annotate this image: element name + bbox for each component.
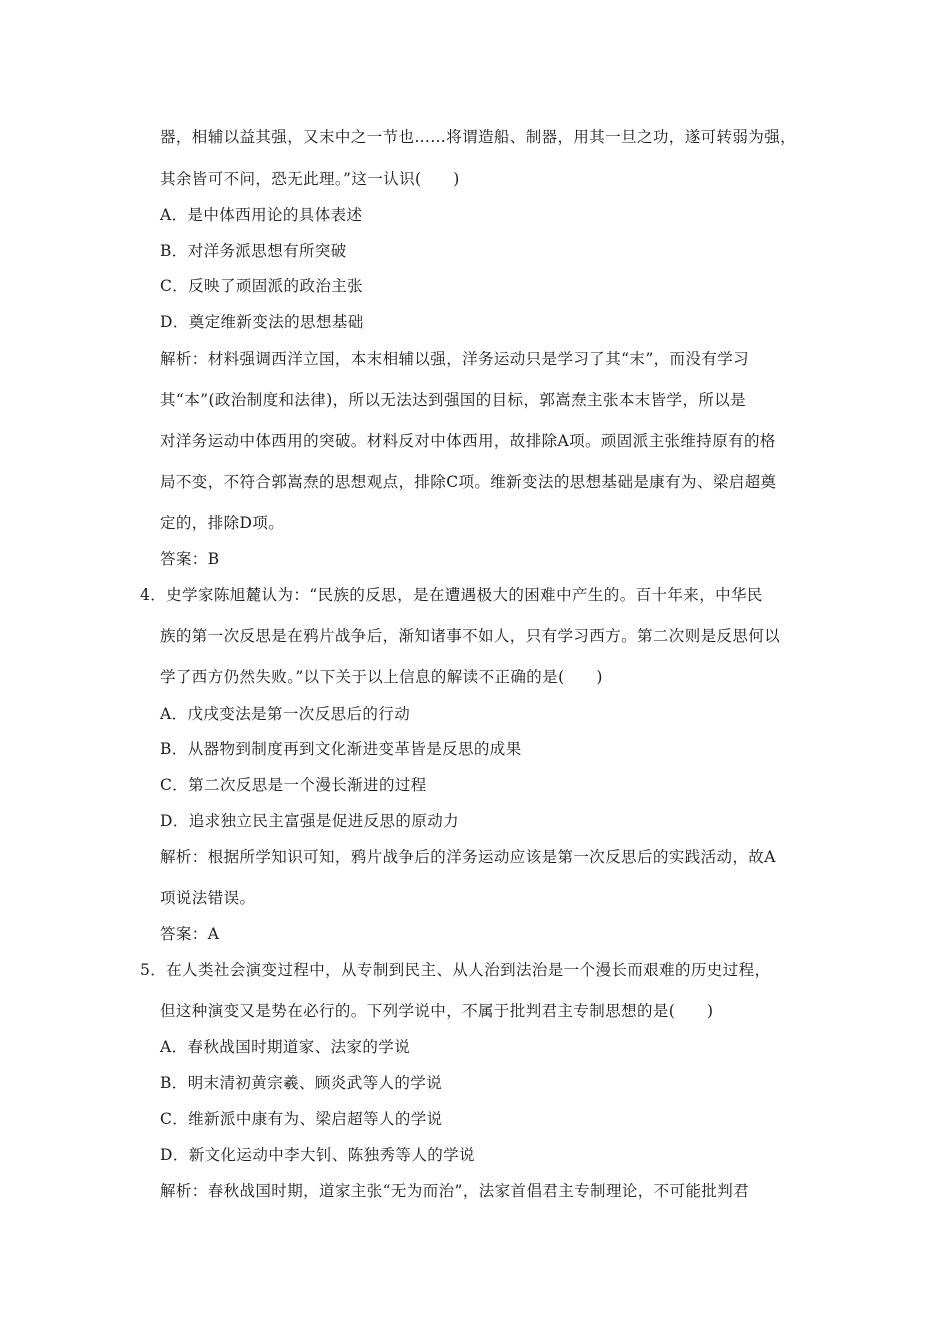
q3-option-b: B．对洋务派思想有所突破 bbox=[160, 242, 347, 260]
q5-option-a: A．春秋战国时期道家、法家的学说 bbox=[160, 1038, 411, 1056]
q3-analysis-line-4: 局不变，不符合郭嵩焘的思想观点，排除C项。维新变法的思想基础是康有为、梁启超奠 bbox=[160, 473, 777, 491]
q4-analysis-line-2: 项说法错误。 bbox=[160, 889, 256, 907]
q3-stem-line-2: 其余皆可不问，恐无此理。”这一认识( ) bbox=[160, 170, 460, 188]
q3-option-a: A．是中体西用论的具体表述 bbox=[160, 206, 363, 224]
q5-option-d: D．新文化运动中李大钊、陈独秀等人的学说 bbox=[160, 1146, 475, 1164]
q3-option-c: C．反映了顽固派的政治主张 bbox=[160, 277, 364, 295]
q3-analysis-line-5: 定的，排除D项。 bbox=[160, 514, 285, 532]
q3-stem-line-1: 器，相辅以益其强，又末中之一节也……将谓造船、制器，用其一旦之功，遂可转弱为强， bbox=[160, 128, 797, 146]
q5-stem-line-2: 但这种演变又是势在必行的。下列学说中，不属于批判君主专制思想的是( ) bbox=[160, 1002, 714, 1020]
q4-stem-line-1: 4．史学家陈旭麓认为：“民族的反思，是在遭遇极大的困难中产生的。百十年来，中华民 bbox=[140, 586, 763, 604]
q5-option-b: B．明末清初黄宗羲、顾炎武等人的学说 bbox=[160, 1074, 443, 1092]
q3-analysis-line-1: 解析：材料强调西洋立国，本末相辅以强，洋务运动只是学习了其“末”，而没有学习 bbox=[160, 350, 750, 368]
q5-analysis-line-1: 解析：春秋战国时期，道家主张“无为而治”，法家首倡君主专制理论，不可能批判君 bbox=[160, 1182, 750, 1200]
q4-stem-line-2: 族的第一次反思是在鸦片战争后，渐知诸事不如人，只有学习西方。第二次则是反思何以 bbox=[160, 627, 781, 645]
q3-analysis-line-3: 对洋务运动中体西用的突破。材料反对中体西用，故排除A项。顽固派主张维持原有的格 bbox=[160, 432, 776, 450]
q3-option-d: D．奠定维新变法的思想基础 bbox=[160, 313, 364, 331]
q4-option-c: C．第二次反思是一个漫长渐进的过程 bbox=[160, 776, 427, 794]
q4-option-b: B．从器物到制度再到文化渐进变革皆是反思的成果 bbox=[160, 740, 522, 758]
q4-option-a: A．戊戌变法是第一次反思后的行动 bbox=[160, 705, 411, 723]
q4-analysis-line-1: 解析：根据所学知识可知，鸦片战争后的洋务运动应该是第一次反思后的实践活动，故A bbox=[160, 848, 776, 866]
q4-option-d: D．追求独立民主富强是促进反思的原动力 bbox=[160, 812, 460, 830]
q4-answer: 答案：A bbox=[160, 925, 220, 943]
q5-stem-line-1: 5．在人类社会演变过程中，从专制到民主、从人治到法治是一个漫长而艰难的历史过程， bbox=[140, 961, 771, 979]
q5-option-c: C．维新派中康有为、梁启超等人的学说 bbox=[160, 1110, 443, 1128]
q3-analysis-line-2: 其“本”(政治制度和法律)，所以无法达到强国的目标，郭嵩焘主张本末皆学，所以是 bbox=[160, 391, 747, 409]
q3-answer: 答案：B bbox=[160, 550, 220, 568]
q4-stem-line-3: 学了西方仍然失败。”以下关于以上信息的解读不正确的是( ) bbox=[160, 668, 603, 686]
